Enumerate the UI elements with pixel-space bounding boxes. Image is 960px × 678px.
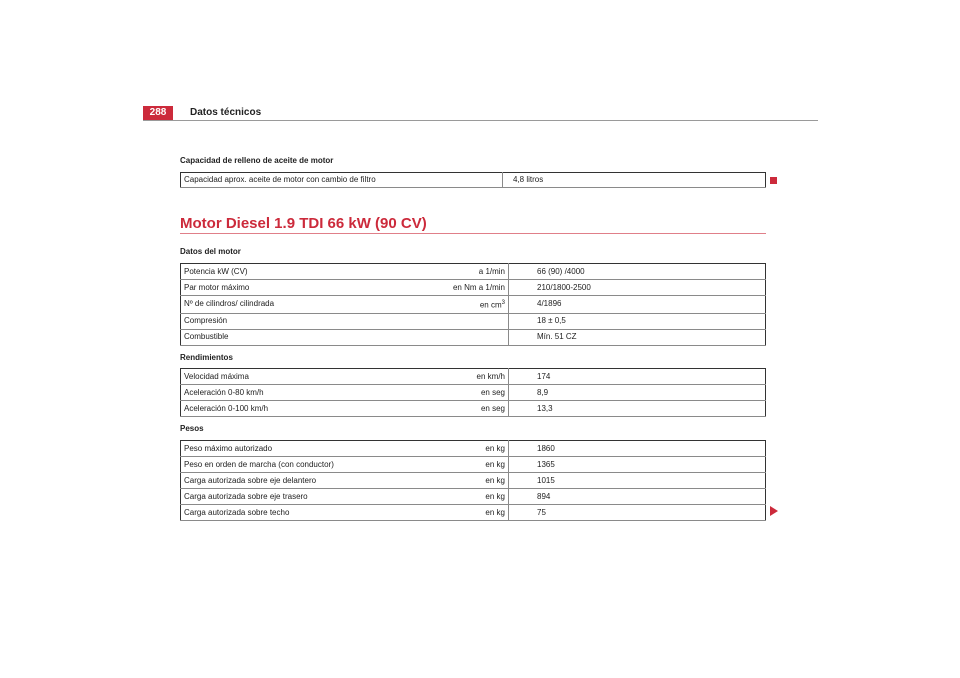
row-value: Mín. 51 CZ bbox=[509, 329, 766, 345]
row-label: Par motor máximo bbox=[181, 280, 413, 296]
row-unit: en kg bbox=[412, 441, 509, 457]
row-value: 1015 bbox=[509, 473, 766, 489]
table-row bbox=[181, 505, 766, 521]
title-rule bbox=[180, 233, 766, 234]
table-row bbox=[181, 264, 766, 280]
row-label: Potencia kW (CV) bbox=[181, 264, 413, 280]
row-value: 210/1800-2500 bbox=[509, 280, 766, 296]
row-unit bbox=[412, 313, 509, 329]
row-value: 4,8 litros bbox=[503, 173, 766, 188]
row-label: Aceleración 0-80 km/h bbox=[181, 385, 413, 401]
performance-section-title: Rendimientos bbox=[180, 353, 233, 362]
row-label: Carga autorizada sobre eje trasero bbox=[181, 489, 413, 505]
row-label: Combustible bbox=[181, 329, 413, 345]
end-square-icon bbox=[770, 177, 777, 184]
row-unit: en kg bbox=[412, 505, 509, 521]
table-row bbox=[181, 489, 766, 505]
table-row bbox=[181, 296, 766, 314]
table-row bbox=[181, 457, 766, 473]
row-unit: en Nm a 1/min bbox=[412, 280, 509, 296]
header-divider bbox=[143, 120, 818, 121]
table-row bbox=[181, 441, 766, 457]
row-label: Compresión bbox=[181, 313, 413, 329]
row-value: 66 (90) /4000 bbox=[509, 264, 766, 280]
weights-table bbox=[180, 440, 766, 521]
engine-section-title: Datos del motor bbox=[180, 247, 241, 256]
row-value: 18 ± 0,5 bbox=[509, 313, 766, 329]
row-value: 75 bbox=[509, 505, 766, 521]
row-label: Peso en orden de marcha (con conductor) bbox=[181, 457, 413, 473]
row-unit bbox=[412, 296, 509, 314]
row-unit: en kg bbox=[412, 473, 509, 489]
row-label: Carga autorizada sobre eje delantero bbox=[181, 473, 413, 489]
row-value: 8,9 bbox=[509, 385, 766, 401]
row-value: 4/1896 bbox=[509, 296, 766, 314]
weights-section-title: Pesos bbox=[180, 424, 204, 433]
main-title: Motor Diesel 1.9 TDI 66 kW (90 CV) bbox=[180, 215, 427, 232]
table-row bbox=[181, 369, 766, 385]
row-label: Velocidad máxima bbox=[181, 369, 413, 385]
page-number: 288 bbox=[143, 106, 173, 120]
unit-superscript: 3 bbox=[501, 300, 505, 306]
row-label: Aceleración 0-100 km/h bbox=[181, 401, 413, 417]
row-unit: en seg bbox=[412, 385, 509, 401]
performance-table bbox=[180, 368, 766, 417]
table-row bbox=[181, 313, 766, 329]
unit-text: en cm bbox=[479, 300, 502, 310]
table-row bbox=[181, 280, 766, 296]
row-unit: en km/h bbox=[412, 369, 509, 385]
row-value: 1365 bbox=[509, 457, 766, 473]
engine-table bbox=[180, 263, 766, 346]
row-value: 174 bbox=[509, 369, 766, 385]
table-row bbox=[181, 473, 766, 489]
row-value: 13,3 bbox=[509, 401, 766, 417]
row-value: 1860 bbox=[509, 441, 766, 457]
page-header-title: Datos técnicos bbox=[190, 107, 262, 118]
table-row bbox=[181, 385, 766, 401]
row-unit: a 1/min bbox=[412, 264, 509, 280]
table-row bbox=[181, 401, 766, 417]
row-label: Carga autorizada sobre techo bbox=[181, 505, 413, 521]
row-unit: en kg bbox=[412, 457, 509, 473]
row-unit bbox=[412, 329, 509, 345]
row-label: Peso máximo autorizado bbox=[181, 441, 413, 457]
row-unit: en seg bbox=[412, 401, 509, 417]
row-unit: en kg bbox=[412, 489, 509, 505]
row-value: 894 bbox=[509, 489, 766, 505]
row-label: Capacidad aprox. aceite de motor con cambio de filtro bbox=[181, 173, 503, 188]
table-row bbox=[181, 173, 766, 188]
oil-section-title: Capacidad de relleno de aceite de motor bbox=[180, 156, 334, 165]
continue-arrow-icon bbox=[770, 506, 778, 516]
oil-table bbox=[180, 172, 766, 188]
row-label: Nº de cilindros/ cilindrada bbox=[181, 296, 413, 314]
table-row bbox=[181, 329, 766, 345]
